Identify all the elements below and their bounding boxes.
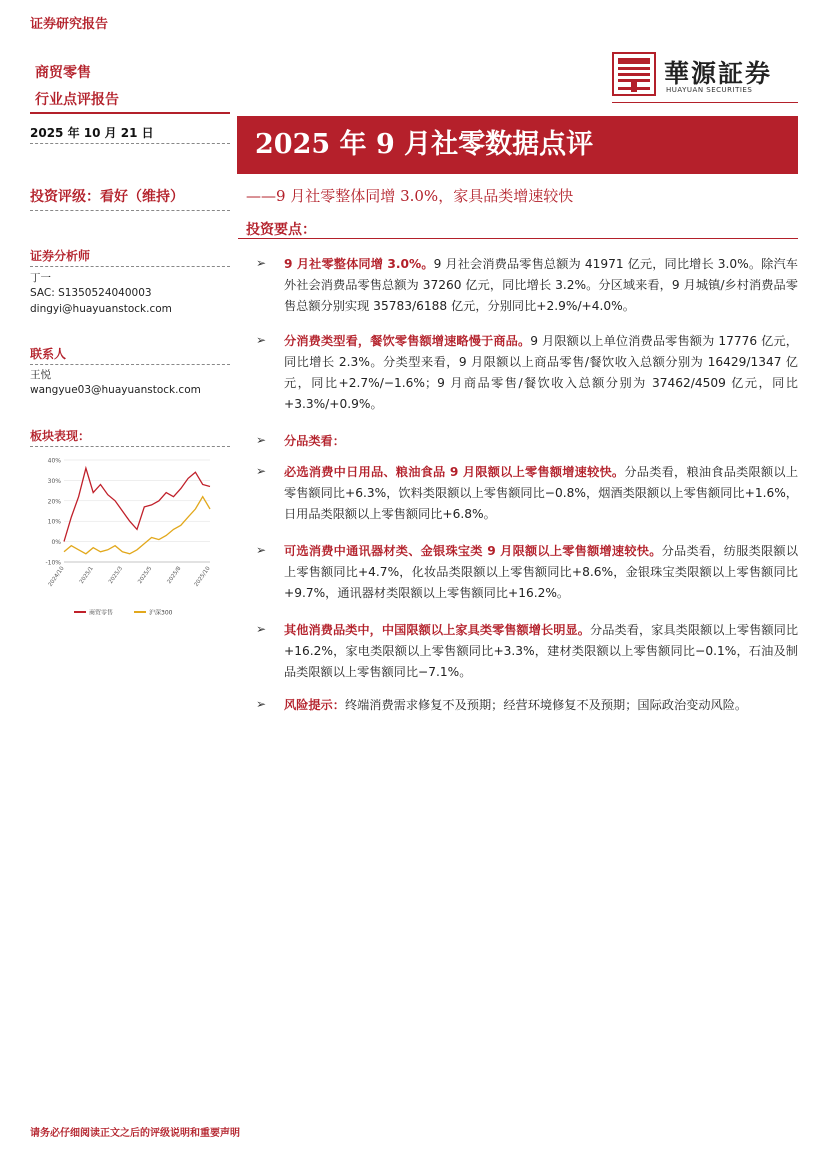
- key-point-item: [284, 254, 798, 317]
- key-point-text: 分品类看，粮油食品类限额以上零售额同比+6.3%，饮料类限额以上零售额同比−0.8%，烟酒类限额以上零售额同比+1.6%，日用品类限额以上零售额同比+6.8%。: [284, 465, 799, 521]
- y-tick-label: 0%: [51, 539, 61, 547]
- series-line: [64, 468, 210, 541]
- rating-value: 看好（维持）: [100, 189, 184, 205]
- key-points-divider: [238, 238, 798, 239]
- left-divider: [30, 112, 230, 114]
- bullet-arrow-icon: ➢: [256, 543, 267, 557]
- disclaimer-footer: 请务必仔细阅读正文之后的评级说明和重要声明: [30, 1128, 240, 1139]
- rating-divider: [30, 210, 230, 211]
- analyst-email[interactable]: dingyi@huayuanstock.com: [30, 303, 172, 315]
- key-point-highlight: 其他消费品类中，中国限额以上家具类零售额增长明显。: [284, 623, 590, 637]
- contact-email[interactable]: wangyue03@huayuanstock.com: [30, 384, 201, 396]
- key-point-text: 9 月社会消费品零售总额为 41971 亿元，同比增长 3.0%。除汽车外社会消费品零售总额为 37260 亿元，同比增长 3.2%。分区域来看，9 月城镇/乡村消费品零售总额分别实现 35783/6188 亿元，分别同比+2.9%/+4.0%。: [284, 257, 798, 313]
- report-title: 2025 年 9 月社零数据点评: [237, 116, 798, 174]
- bullet-arrow-icon: ➢: [256, 433, 267, 447]
- analyst-heading: 证券分析师: [30, 249, 91, 263]
- sector-performance-heading: 板块表现：: [30, 429, 91, 443]
- logo-mark-icon: [612, 52, 656, 96]
- bullet-arrow-icon: ➢: [256, 464, 267, 478]
- bullet-arrow-icon: ➢: [256, 333, 267, 347]
- analyst-name: 丁一: [30, 272, 51, 284]
- legend-label: 沪深300: [149, 609, 173, 617]
- x-tick-label: 2024/10: [47, 565, 66, 588]
- report-date: 2025 年 10 月 21 日: [30, 126, 154, 140]
- chart-divider: [30, 446, 230, 447]
- contact-divider: [30, 364, 230, 365]
- key-point-text: 分品类看，纺服类限额以上零售额同比+4.7%，化妆品类限额以上零售额同比+8.6%，金银珠宝类限额以上零售额同比+9.7%，通讯器材类限额以上零售额同比+16.2%。: [284, 544, 799, 600]
- key-point-item: [284, 695, 798, 716]
- logo-name-en: HUAYUAN SECURITIES: [666, 86, 753, 94]
- y-tick-label: 40%: [47, 457, 61, 465]
- x-tick-label: 2025/8: [166, 565, 183, 586]
- key-point-item: [284, 462, 798, 525]
- sector-label: 商贸零售: [35, 65, 91, 81]
- key-points-heading: 投资要点：: [246, 222, 316, 238]
- series-line: [64, 497, 210, 554]
- key-point-text: 9 月限额以上单位消费品零售额为 17776 亿元，同比增长 2.3%。分类型来看，9 月限额以上商品零售/餐饮收入总额分别为 16429/1347 亿元，同比+2.7%/−1.6%；9 月商品零售/餐饮收入总额分别为 37462/4509 亿元，同比+3.3%/+0.9%。: [284, 334, 798, 411]
- y-tick-label: 20%: [47, 498, 61, 506]
- bullet-arrow-icon: ➢: [256, 697, 267, 711]
- sector-performance-chart: [30, 452, 230, 624]
- category-label: 行业点评报告: [35, 92, 119, 108]
- rating-label: 投资评级：: [30, 189, 100, 205]
- contact-heading: 联系人: [30, 347, 67, 361]
- logo-name-cn: 華源証券: [664, 59, 773, 88]
- key-point-item: [284, 331, 798, 415]
- x-tick-label: 2025/1: [78, 565, 95, 586]
- key-point-highlight: 可选消费中通讯器材类、金银珠宝类 9 月限额以上零售额增速较快。: [284, 544, 662, 558]
- legend-label: 商贸零售: [89, 609, 114, 617]
- key-point-highlight: 必选消费中日用品、粮油食品 9 月限额以上零售额增速较快。: [284, 465, 625, 479]
- y-tick-label: 30%: [47, 477, 61, 485]
- investment-rating: [30, 186, 184, 206]
- key-point-highlight: 9 月社零整体同增 3.0%。: [284, 257, 434, 271]
- company-logo: [612, 52, 797, 100]
- y-tick-label: -10%: [45, 559, 61, 567]
- logo-underline: [612, 102, 798, 103]
- contact-name: 王悦: [30, 369, 51, 381]
- analyst-divider: [30, 266, 230, 267]
- key-point-highlight: 风险提示：: [284, 698, 345, 712]
- bullet-arrow-icon: ➢: [256, 256, 267, 270]
- x-tick-label: 2025/3: [108, 565, 125, 586]
- key-point-highlight: 分消费类型看，餐饮零售额增速略慢于商品。: [284, 334, 531, 348]
- x-tick-label: 2025/5: [137, 565, 154, 586]
- key-point-item: [284, 620, 798, 683]
- key-point-item: [284, 431, 798, 452]
- key-point-text: 终端消费需求修复不及预期；经营环境修复不及预期；国际政治变动风险。: [344, 698, 748, 712]
- analyst-sac: SAC: S1350524040003: [30, 287, 152, 299]
- report-subtitle: ——9 月社零整体同增 3.0%，家具品类增速较快: [246, 187, 574, 205]
- report-type-label: 证券研究报告: [30, 17, 109, 32]
- y-tick-label: 10%: [47, 518, 61, 526]
- key-point-highlight: 分品类看：: [284, 434, 345, 448]
- key-point-item: [284, 541, 798, 604]
- key-point-text: 分品类看，家具类限额以上零售额同比+16.2%，家电类限额以上零售额同比+3.3%，建材类限额以上零售额同比−0.1%，石油及制品类限额以上零售额同比−7.1%。: [284, 623, 799, 679]
- x-tick-label: 2025/10: [193, 565, 212, 588]
- bullet-arrow-icon: ➢: [256, 622, 267, 636]
- date-divider: [30, 143, 230, 144]
